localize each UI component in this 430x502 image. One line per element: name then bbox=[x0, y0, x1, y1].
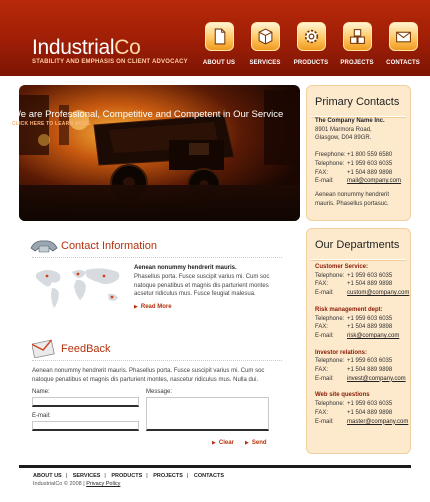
privacy-policy-link[interactable]: Privacy Policy bbox=[86, 481, 121, 487]
department-name: Customer Service: bbox=[315, 264, 369, 270]
footer-link-products[interactable]: PRODUCTS bbox=[111, 473, 143, 479]
contact-information-text bbox=[134, 264, 280, 299]
cubes-icon bbox=[343, 22, 372, 51]
send-button[interactable] bbox=[245, 440, 267, 446]
fax-label: FAX: bbox=[315, 367, 329, 374]
telephone-icon bbox=[29, 238, 59, 254]
feedback-heading: FeedBack bbox=[61, 343, 111, 355]
read-more-link[interactable] bbox=[134, 304, 172, 310]
name-input[interactable] bbox=[32, 397, 139, 407]
nav-label: PRODUCTS bbox=[293, 60, 329, 66]
primary-contacts-body bbox=[315, 117, 401, 208]
section-divider bbox=[32, 360, 282, 361]
department-name: Investor relations: bbox=[315, 349, 368, 356]
telephone-value: +1 959 603 6035 bbox=[347, 160, 393, 167]
arrow-right-icon: ▶ bbox=[212, 440, 216, 446]
hero-banner[interactable] bbox=[19, 85, 300, 221]
panel-divider bbox=[311, 259, 406, 261]
fax-value: +1 504 889 9898 bbox=[347, 324, 393, 331]
departments-panel bbox=[306, 228, 411, 454]
nav-item-projects[interactable] bbox=[334, 22, 380, 66]
tagline: STABILITY AND EMPHASIS ON CLIENT ADVOCACY bbox=[32, 59, 188, 65]
arrow-right-icon: ▶ bbox=[245, 440, 249, 446]
feedback-text: Aenean nonummy hendrerit mauris. Phasellus porta. Fusce suscipit varius mi. Cum soc natoque penatibus et magnis dis parturient montes, nascetur ridiculus mus. Nulla dui. bbox=[32, 368, 265, 383]
hero-learn-more-link[interactable]: CLICK HERE TO LEARN MORE bbox=[12, 121, 91, 127]
copyright-text: IndustrialCo © 2008 | bbox=[33, 481, 85, 487]
email-label: E-mail: bbox=[315, 332, 334, 339]
fax-value: +1 504 889 9898 bbox=[347, 169, 393, 176]
tel-label: Telephone: bbox=[315, 401, 345, 408]
telephone-label: Telephone: bbox=[315, 160, 345, 167]
fax-label: FAX: bbox=[315, 409, 329, 416]
panel-heading: Our Departments bbox=[315, 239, 400, 251]
document-icon bbox=[205, 22, 234, 51]
email-input[interactable] bbox=[32, 421, 139, 431]
tel-label: Telephone: bbox=[315, 272, 345, 279]
arrow-right-icon: ▶ bbox=[134, 304, 138, 310]
footer-nav: ABOUT US | SERVICES | PRODUCTS | PROJECTS | CONTACTS bbox=[33, 473, 225, 479]
department-investor-relations bbox=[315, 349, 409, 384]
department-name: Risk management dept: bbox=[315, 306, 383, 313]
nav-item-contacts[interactable] bbox=[380, 22, 426, 66]
address-line-2: Glasgow, D04 89GR. bbox=[315, 135, 372, 142]
department-web-site-questions bbox=[315, 391, 409, 426]
email-link[interactable]: mail@company.com bbox=[347, 178, 401, 185]
message-label: Message: bbox=[146, 389, 173, 395]
email-label: E-mail: bbox=[315, 290, 334, 297]
tel-label: Telephone: bbox=[315, 315, 345, 322]
nav-item-about-us[interactable] bbox=[196, 22, 242, 66]
email-link[interactable]: custom@company.com bbox=[347, 290, 410, 297]
tel-value: +1 959 603 6035 bbox=[347, 401, 393, 408]
address-line-1: 8901 Marmora Road, bbox=[315, 126, 372, 133]
fax-label: FAX: bbox=[315, 324, 329, 331]
fax-value: +1 504 889 9898 bbox=[347, 281, 393, 288]
email-label: E-mail: bbox=[315, 178, 334, 185]
panel-heading: Primary Contacts bbox=[315, 96, 400, 108]
logo-accent: Co bbox=[114, 36, 141, 59]
clear-label: Clear bbox=[218, 440, 234, 446]
departments-body bbox=[315, 263, 409, 426]
fax-value: +1 504 889 9898 bbox=[347, 367, 393, 374]
footer-divider bbox=[19, 465, 411, 468]
primary-contacts-panel bbox=[306, 85, 411, 221]
name-label: Name: bbox=[32, 389, 50, 395]
footer-link-about-us[interactable]: ABOUT US bbox=[33, 473, 62, 479]
email-label: E-mail: bbox=[32, 413, 51, 419]
email-link[interactable]: invest@company.com bbox=[347, 375, 406, 382]
fax-label: FAX: bbox=[315, 281, 329, 288]
world-map-image bbox=[32, 264, 128, 312]
site-header bbox=[0, 0, 430, 76]
company-name: The Company Name Inc. bbox=[315, 118, 385, 124]
tel-value: +1 959 603 6035 bbox=[347, 358, 393, 365]
logo-main: Industrial bbox=[32, 36, 115, 59]
department-risk-management bbox=[315, 306, 409, 341]
tel-value: +1 959 603 6035 bbox=[347, 272, 393, 279]
section-divider bbox=[32, 257, 282, 258]
hero-caption-band bbox=[19, 185, 300, 221]
freephone-label: Freephone: bbox=[315, 152, 346, 159]
box-icon bbox=[251, 22, 280, 51]
email-label: E-mail: bbox=[315, 418, 334, 425]
contact-information-heading: Contact Information bbox=[61, 240, 157, 252]
email-label: E-mail: bbox=[315, 375, 334, 382]
nav-item-services[interactable] bbox=[242, 22, 288, 66]
message-textarea[interactable] bbox=[146, 397, 269, 431]
footer-link-projects[interactable]: PROJECTS bbox=[153, 473, 183, 479]
note-line-1: Aenean nonummy hendrerit bbox=[315, 191, 390, 198]
logo[interactable] bbox=[32, 36, 140, 60]
nav-label: PROJECTS bbox=[340, 60, 374, 66]
nav-item-products[interactable] bbox=[288, 22, 334, 66]
fax-value: +1 504 889 9898 bbox=[347, 409, 393, 416]
footer-link-contacts[interactable]: CONTACTS bbox=[193, 473, 225, 479]
envelope-icon bbox=[389, 22, 418, 51]
hero-title: We are Professional, Competitive and Competent in Our Service bbox=[12, 109, 284, 120]
tel-label: Telephone: bbox=[315, 358, 345, 365]
envelope-icon bbox=[32, 338, 56, 358]
email-link[interactable]: risk@company.com bbox=[347, 332, 400, 339]
contact-lead: Aenean nonummy hendrerit mauris. bbox=[134, 265, 237, 271]
department-customer-service bbox=[315, 263, 409, 298]
fax-label: FAX: bbox=[315, 169, 329, 176]
contact-body: Phasellus porta. Fusce suscipit varius mi. Cum soc natoque penatibus et magnis dis parturient montes acsetur ridiculus mus. Fusce feugiat malesua. bbox=[134, 273, 270, 298]
email-link[interactable]: master@company.com bbox=[347, 418, 409, 425]
read-more-label: Read More bbox=[140, 304, 172, 310]
copyright bbox=[33, 481, 120, 487]
nav-label: CONTACTS bbox=[386, 60, 420, 66]
nav-label: SERVICES bbox=[249, 60, 281, 66]
nav-label: ABOUT US bbox=[202, 60, 236, 66]
department-name: Web site questions bbox=[315, 392, 370, 399]
freephone-value: +1 800 559 6580 bbox=[347, 152, 393, 159]
note-line-2: mauris. Phasellus portasuc. bbox=[315, 200, 389, 207]
footer-link-services[interactable]: SERVICES bbox=[72, 473, 101, 479]
gear-icon bbox=[297, 22, 326, 51]
tel-value: +1 959 603 6035 bbox=[347, 315, 393, 322]
send-label: Send bbox=[251, 440, 267, 446]
main-nav bbox=[196, 22, 426, 66]
clear-button[interactable] bbox=[212, 440, 234, 446]
